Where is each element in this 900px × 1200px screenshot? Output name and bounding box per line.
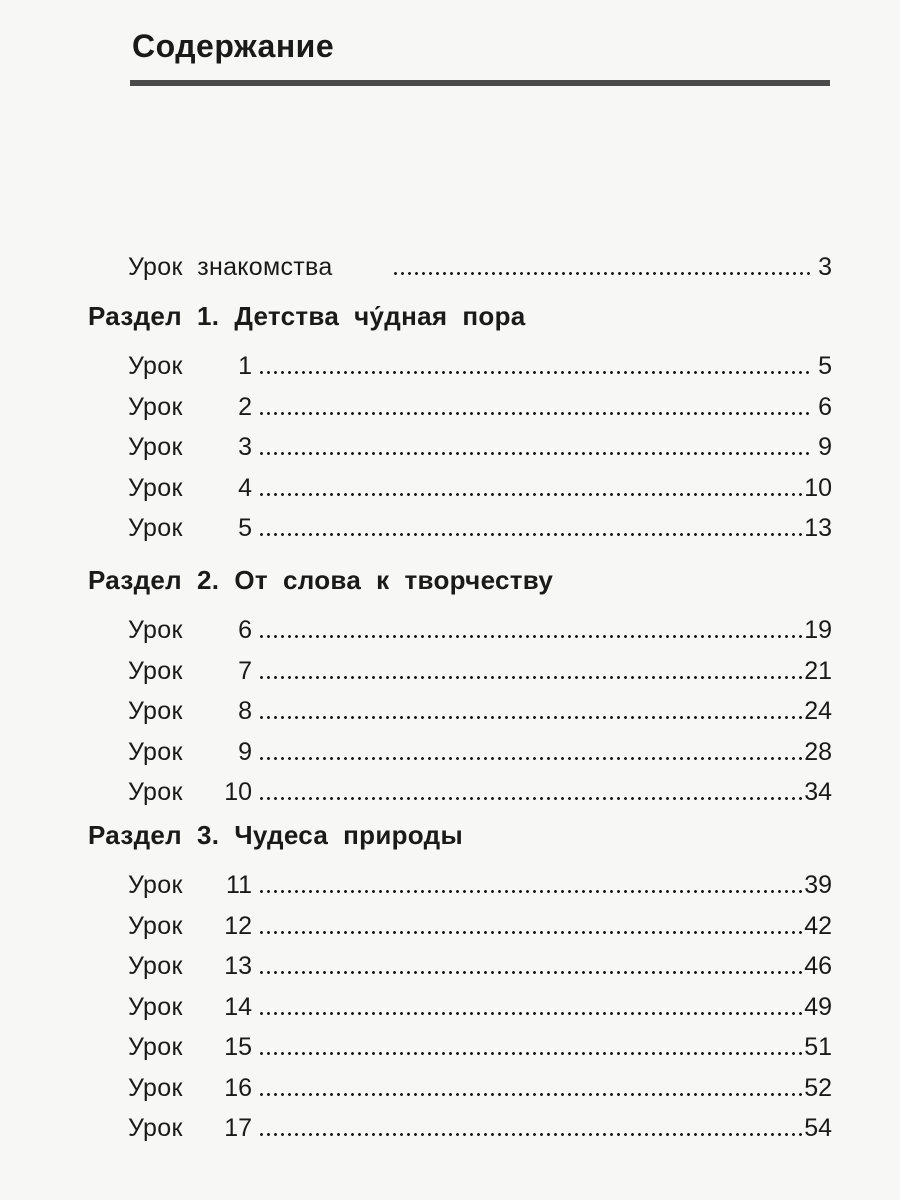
leader-dots: [258, 1108, 802, 1148]
lesson-number: 17: [224, 1114, 252, 1142]
toc-entry-label: Урок: [128, 433, 183, 461]
title-rule: [130, 80, 830, 86]
toc-page-number: 10: [804, 473, 832, 502]
toc-page-number: 39: [804, 871, 832, 899]
toc-entry-label: Урок: [128, 616, 183, 644]
toc-entry-lesson-3: [0, 427, 900, 467]
toc-entry-label: Урок: [128, 514, 183, 542]
toc-entry-label: Урок: [128, 1033, 183, 1061]
toc-entry-label: Урок: [128, 392, 183, 421]
toc-entry-lesson-16: [0, 1068, 900, 1108]
section-heading-label: Раздел 2. От слова к творчеству: [88, 565, 554, 595]
toc-page-number: 9: [818, 433, 832, 461]
toc-page-number: 3: [818, 253, 832, 281]
toc-entry-label: Урок: [128, 1073, 183, 1102]
leader-dots: [258, 508, 802, 548]
lesson-number: 16: [224, 1073, 252, 1102]
toc-page-number: 54: [804, 1114, 832, 1142]
toc-page-number: 28: [804, 737, 832, 766]
lesson-number: 8: [238, 697, 252, 725]
toc-entry-lesson-4: [0, 468, 900, 508]
toc-entry-label: Урок: [128, 871, 183, 899]
leader-dots: [258, 387, 812, 427]
lesson-number: 14: [224, 992, 252, 1021]
section-heading-label: Раздел 1. Детства чу́дная пора: [88, 301, 526, 331]
lesson-number: 3: [238, 433, 252, 461]
toc-entry-label: Урок: [128, 778, 183, 806]
lesson-number: 9: [238, 737, 252, 766]
lesson-number: 2: [238, 392, 252, 421]
lesson-number: 12: [224, 911, 252, 940]
toc-entry-lesson-9: [0, 732, 900, 772]
lesson-number: 7: [238, 656, 252, 685]
leader-dots: [258, 651, 802, 691]
toc-entry-lesson-5: [0, 508, 900, 548]
lesson-number: 1: [238, 352, 252, 380]
toc-page-number: 21: [804, 656, 832, 685]
leader-dots: [258, 987, 802, 1027]
toc-entry-intro: [0, 247, 900, 287]
toc-entry-lesson-15: [0, 1027, 900, 1067]
toc-page-number: 19: [804, 616, 832, 644]
leader-dots: [258, 346, 812, 386]
leader-dots: [392, 247, 810, 287]
toc-page-number: 46: [804, 952, 832, 980]
leader-dots: [258, 427, 812, 467]
toc-entry-lesson-6: [0, 610, 900, 650]
lesson-number: 11: [226, 871, 252, 899]
leader-dots: [258, 691, 802, 731]
toc-entry-label: Урок: [128, 656, 183, 685]
toc-entry-label: Урок: [128, 697, 183, 725]
toc-entry-label: Урок: [128, 1114, 183, 1142]
toc-entry-label: Урок: [128, 992, 183, 1021]
toc-page-number: 24: [804, 697, 832, 725]
toc-page-number: 6: [818, 392, 832, 421]
toc-page-number: 34: [804, 778, 832, 806]
toc-entry-lesson-13: [0, 946, 900, 986]
toc-page-number: 49: [804, 992, 832, 1021]
lesson-number: 6: [238, 616, 252, 644]
lesson-number: 15: [224, 1033, 252, 1061]
leader-dots: [258, 865, 802, 905]
toc-page-number: 51: [804, 1033, 832, 1061]
leader-dots: [258, 906, 802, 946]
toc-entry-lesson-14: [0, 987, 900, 1027]
lesson-number: 13: [224, 952, 252, 980]
leader-dots: [258, 772, 802, 812]
section-heading-1: [0, 296, 900, 336]
leader-dots: [258, 1068, 802, 1108]
toc-entry-label: Урок: [128, 473, 183, 502]
toc-entry-label: Урок: [128, 952, 183, 980]
leader-dots: [258, 946, 802, 986]
toc-entry-lesson-8: [0, 691, 900, 731]
toc-page-number: 42: [804, 911, 832, 940]
toc-entry-label: Урок: [128, 737, 183, 766]
toc-entry-lesson-7: [0, 651, 900, 691]
toc-entry-label: Урок: [128, 911, 183, 940]
toc-page-number: 13: [804, 514, 832, 542]
toc-entry-label: Урок знакомства: [128, 253, 333, 281]
leader-dots: [258, 732, 802, 772]
toc-page-number: 52: [804, 1073, 832, 1102]
toc-page-number: 5: [818, 352, 832, 380]
toc-entry-lesson-1: [0, 346, 900, 386]
section-heading-2: [0, 560, 900, 600]
leader-dots: [258, 1027, 802, 1067]
toc-entry-lesson-12: [0, 906, 900, 946]
toc-entry-lesson-2: [0, 387, 900, 427]
leader-dots: [258, 610, 802, 650]
lesson-number: 5: [238, 514, 252, 542]
page-title: Содержание: [132, 28, 335, 64]
leader-dots: [258, 468, 802, 508]
section-heading-3: [0, 815, 900, 855]
toc-entry-lesson-11: [0, 865, 900, 905]
toc-entry-lesson-10: [0, 772, 900, 812]
lesson-number: 10: [224, 778, 252, 806]
toc-entry-lesson-17: [0, 1108, 900, 1148]
toc-entry-label: Урок: [128, 352, 183, 380]
section-heading-label: Раздел 3. Чудеса природы: [88, 820, 463, 850]
lesson-number: 4: [238, 473, 252, 502]
